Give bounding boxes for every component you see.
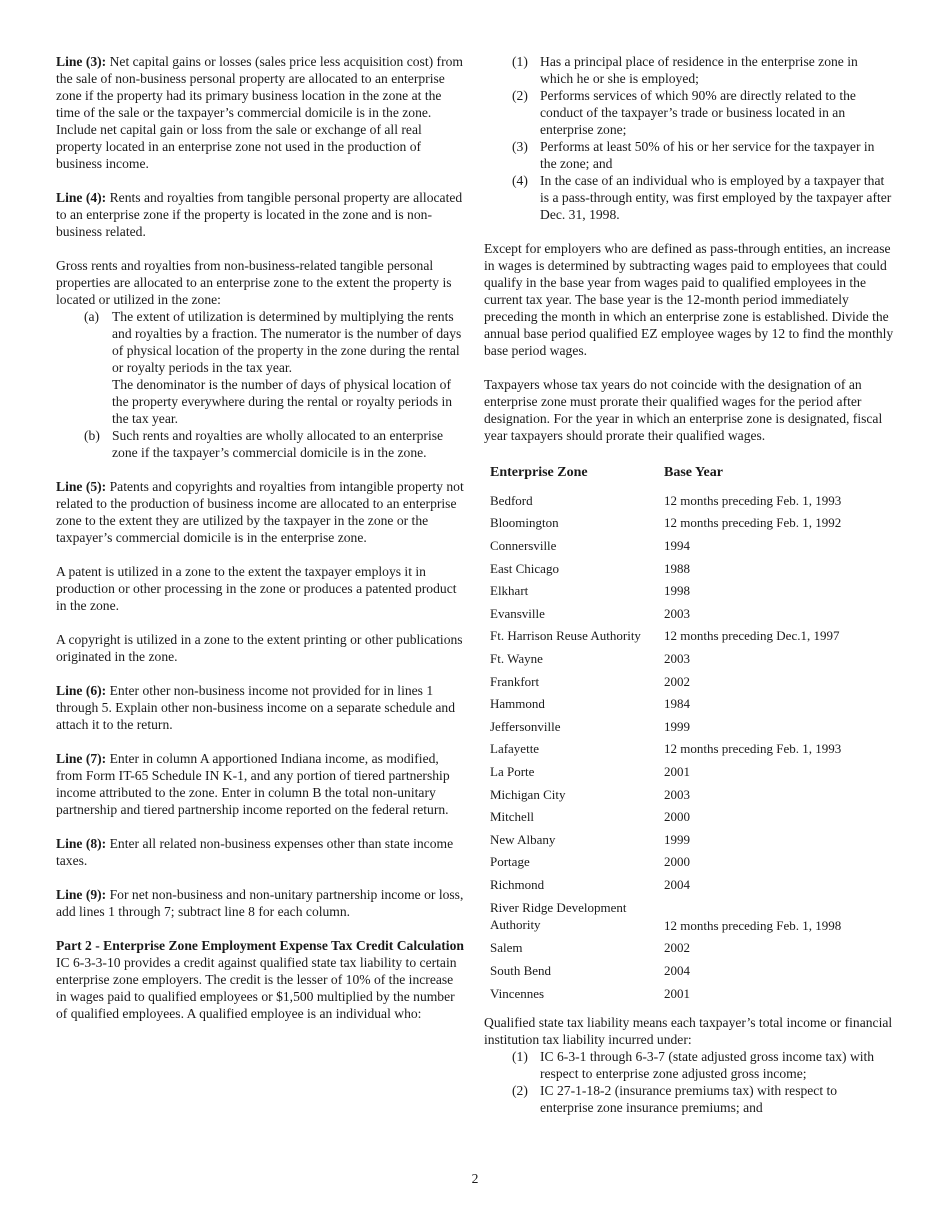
base-year-cell: 1999 — [664, 718, 690, 734]
base-year-cell: 1998 — [664, 583, 690, 599]
base-year-cell: 12 months preceding Feb. 1, 1998 — [664, 917, 842, 933]
table-row — [484, 738, 894, 761]
base-year-cell: 2004 — [664, 963, 690, 979]
zone-cell: Ft. Wayne — [490, 650, 543, 666]
list-marker: (4) — [512, 173, 528, 188]
base-year-cell: 2000 — [664, 809, 690, 825]
line-9-label: Line (9): — [56, 887, 107, 902]
column-header-base-year: Base Year — [664, 465, 723, 480]
base-year-cell: 2002 — [664, 940, 690, 956]
line-4-text: Rents and royalties from tangible personal property are allocated to an enterprise zone if the property is located in the zone and is non-business related. — [56, 190, 463, 239]
table-row — [484, 579, 894, 602]
copyright-paragraph: A copyright is utilized in a zone to the extent printing or other publications originated in the zone. — [56, 632, 463, 664]
line-9-paragraph — [56, 886, 466, 920]
list-item — [484, 53, 894, 87]
zone-cell: East Chicago — [490, 560, 559, 576]
base-year-cell: 12 months preceding Dec.1, 1997 — [664, 628, 840, 644]
table-row — [484, 647, 894, 670]
line-3-paragraph — [56, 53, 466, 172]
wage-increase-paragraph: Except for employers who are defined as pass-through entities, an increase in wages is determined by subtracting wages paid to employees that could qualify in the base year from wages paid to qualified employees in the current tax year. The base year is the 12-month period immediately preceding the month in which an enterprise zone is established. Divide the annual base period qualified EZ employee wages by 12 to find the monthly base period wages. — [484, 241, 894, 358]
list-item — [56, 427, 466, 461]
table-row — [484, 959, 894, 982]
line-8-paragraph — [56, 835, 466, 869]
gross-rents-paragraph: Gross rents and royalties from non-business-related tangible personal properties are allocated to an enterprise zone to the extent the property is located or utilized in the zone: — [56, 258, 452, 307]
line-9-text: For net non-business and non-unitary partnership income or loss, add lines 1 through 7; subtract line 8 for each column. — [56, 887, 464, 919]
zone-cell: Elkhart — [490, 583, 529, 599]
line-6-text: Enter other non-business income not provided for in lines 1 through 5. Explain other non-business income on a separate schedule and attach it to the return. — [56, 683, 456, 732]
table-row — [484, 534, 894, 557]
table-row — [484, 873, 894, 896]
zone-cell: Hammond — [490, 696, 545, 712]
line-7-label: Line (7): — [56, 751, 107, 766]
table-row — [484, 715, 894, 738]
base-year-cell: 2003 — [664, 650, 690, 666]
table-row — [484, 760, 894, 783]
zone-cell: River Ridge Development Authority — [490, 900, 627, 933]
line-6-paragraph — [56, 682, 466, 733]
line-5-label: Line (5): — [56, 479, 107, 494]
table-row — [484, 937, 894, 960]
zone-cell: Salem — [490, 940, 523, 956]
list-item — [484, 1082, 894, 1116]
line-8-text: Enter all related non-business expenses other than state income taxes. — [56, 836, 454, 868]
list-item-text: Performs at least 50% of his or her service for the taxpayer in the zone; and — [540, 139, 875, 171]
table-row — [484, 783, 894, 806]
line-4-paragraph — [56, 189, 466, 240]
zone-cell: Lafayette — [490, 741, 540, 757]
zone-cell: Evansville — [490, 605, 545, 621]
list-marker: (3) — [512, 139, 528, 154]
table-body — [484, 489, 894, 1004]
zone-cell: La Porte — [490, 763, 535, 779]
list-item-text: The extent of utilization is determined by multiplying the rents and royalties by a fraction. The numerator is the number of days of physical location of the property in the zone during the rental or royalty periods in the tax year. — [112, 309, 462, 375]
zone-cell: Frankfort — [490, 673, 540, 689]
base-year-cell: 12 months preceding Feb. 1, 1992 — [664, 515, 842, 531]
zone-cell: Bedford — [490, 492, 533, 508]
left-column — [56, 53, 466, 1022]
table-row — [484, 489, 894, 512]
part-2-heading — [56, 937, 466, 954]
base-year-cell: 2001 — [664, 985, 690, 1001]
base-year-cell: 2000 — [664, 854, 690, 870]
list-item — [56, 308, 466, 427]
table-row — [484, 670, 894, 693]
table-row — [484, 896, 894, 937]
zone-cell: South Bend — [490, 963, 552, 979]
list-item — [484, 138, 894, 172]
base-year-cell: 12 months preceding Feb. 1, 1993 — [664, 492, 842, 508]
patent-paragraph: A patent is utilized in a zone to the extent the taxpayer employs it in production or other processing in the zone or produces a patented product in the zone. — [56, 564, 457, 613]
base-year-cell: 12 months preceding Feb. 1, 1993 — [664, 741, 842, 757]
table-header-row — [484, 464, 894, 489]
line-7-paragraph — [56, 750, 466, 818]
liability-list — [484, 1048, 894, 1116]
part-2-paragraph: IC 6-3-3-10 provides a credit against qualified state tax liability to certain enterprise zone employers. The credit is the lesser of 10% of the increase in wages paid to qualified employees or $1,500 multiplied by the number of qualified employees. A qualified employee is an individual who: — [56, 955, 457, 1021]
base-year-cell: 2003 — [664, 605, 690, 621]
zone-cell: Jeffersonville — [490, 718, 561, 734]
zone-cell: New Albany — [490, 831, 556, 847]
list-marker: (b) — [84, 428, 100, 443]
list-item — [484, 87, 894, 138]
line-5-paragraph — [56, 478, 466, 546]
base-year-cell: 1999 — [664, 831, 690, 847]
prorate-paragraph: Taxpayers whose tax years do not coincide with the designation of an enterprise zone must prorate their qualified wages for the period after designation. For the year in which an enterprise zone is designated, fiscal year taxpayers should prorate their qualified wages. — [484, 377, 883, 443]
table-row — [484, 851, 894, 874]
list-item-text: Such rents and royalties are wholly allocated to an enterprise zone if the taxpayer’s commercial domicile is in the zone. — [112, 428, 444, 460]
base-year-cell: 2003 — [664, 786, 690, 802]
part-2-heading-text: Part 2 - Enterprise Zone Employment Expense Tax Credit Calculation — [56, 938, 464, 953]
list-item-text: Performs services of which 90% are directly related to the conduct of the taxpayer’s trade or business located in an enterprise zone; — [540, 88, 856, 137]
line-6-label: Line (6): — [56, 683, 107, 698]
zone-cell: Portage — [490, 854, 530, 870]
line-4-label: Line (4): — [56, 190, 107, 205]
table-row — [484, 512, 894, 535]
gross-rents-list — [56, 308, 466, 461]
base-year-cell: 2004 — [664, 876, 690, 892]
base-year-cell: 2002 — [664, 673, 690, 689]
zone-cell: Vincennes — [490, 985, 545, 1001]
list-item — [484, 172, 894, 223]
table-row — [484, 982, 894, 1005]
table-row — [484, 692, 894, 715]
table-row — [484, 828, 894, 851]
zone-cell: Mitchell — [490, 809, 535, 825]
base-year-cell: 1994 — [664, 537, 690, 553]
zone-cell: Connersville — [490, 537, 557, 553]
list-item-text: Has a principal place of residence in the enterprise zone in which he or she is employed; — [540, 54, 858, 86]
list-marker: (2) — [512, 1083, 528, 1099]
zone-cell: Richmond — [490, 876, 545, 892]
list-marker: (2) — [512, 88, 528, 103]
line-5-text: Patents and copyrights and royalties from intangible property not related to the production of business income are allocated to an enterprise zone to the extent they are utilized by the taxpayer in the zone or the taxpayer’s commercial domicile is in the enterprise zone. — [56, 479, 464, 545]
zone-cell: Michigan City — [490, 786, 566, 802]
line-3-text: Net capital gains or losses (sales price less acquisition cost) from the sale of non-business personal property are allocated to an enterprise zone if the property had its primary business location in the zone at the time of the sale or the taxpayer’s commercial domicile is in the zone. Include net capital gain or loss from the sale or exchange of all real property located in an enterprise zone not used in the production of business income. — [56, 54, 463, 171]
base-year-cell: 1984 — [664, 696, 690, 712]
list-item-text: In the case of an individual who is employed by a taxpayer that is a pass-through entity, was first employed by the taxpayer after Dec. 31, 1998. — [540, 173, 892, 222]
qualified-employee-list — [484, 53, 894, 223]
enterprise-zone-table — [484, 464, 894, 1004]
zone-cell: Bloomington — [490, 515, 559, 531]
column-header-zone: Enterprise Zone — [490, 465, 588, 480]
table-row — [484, 557, 894, 580]
right-column — [484, 53, 894, 1116]
page-number: 2 — [471, 1171, 479, 1186]
list-marker: (1) — [512, 1049, 528, 1065]
table-row — [484, 625, 894, 648]
list-marker: (1) — [512, 54, 528, 69]
line-7-text: Enter in column A apportioned Indiana income, as modified, from Form IT-65 Schedule IN K-1, and any portion of tiered partnership income attributed to the zone. Enter in column B the total non-unitary partnership and tiered partnership income reported on the federal return. — [56, 751, 450, 817]
list-marker: (a) — [84, 309, 100, 324]
line-8-label: Line (8): — [56, 836, 107, 851]
table-row — [484, 805, 894, 828]
liability-paragraph: Qualified state tax liability means each taxpayer’s total income or financial institution tax liability incurred under: — [484, 1015, 893, 1048]
base-year-cell: 2001 — [664, 763, 690, 779]
list-item-text: IC 6-3-1 through 6-3-7 (state adjusted gross income tax) with respect to enterprise zone adjusted gross income; — [540, 1049, 875, 1082]
line-3-label: Line (3): — [56, 54, 107, 69]
zone-cell: Ft. Harrison Reuse Authority — [490, 628, 641, 644]
list-item-text: IC 27-1-18-2 (insurance premiums tax) with respect to enterprise zone insurance premiums; and — [540, 1083, 838, 1116]
list-item — [484, 1048, 894, 1082]
base-year-cell: 1988 — [664, 560, 690, 576]
list-item-extra: The denominator is the number of days of physical location of the property everywhere during the rental or royalty periods in the tax year. — [112, 377, 453, 426]
table-row — [484, 602, 894, 625]
